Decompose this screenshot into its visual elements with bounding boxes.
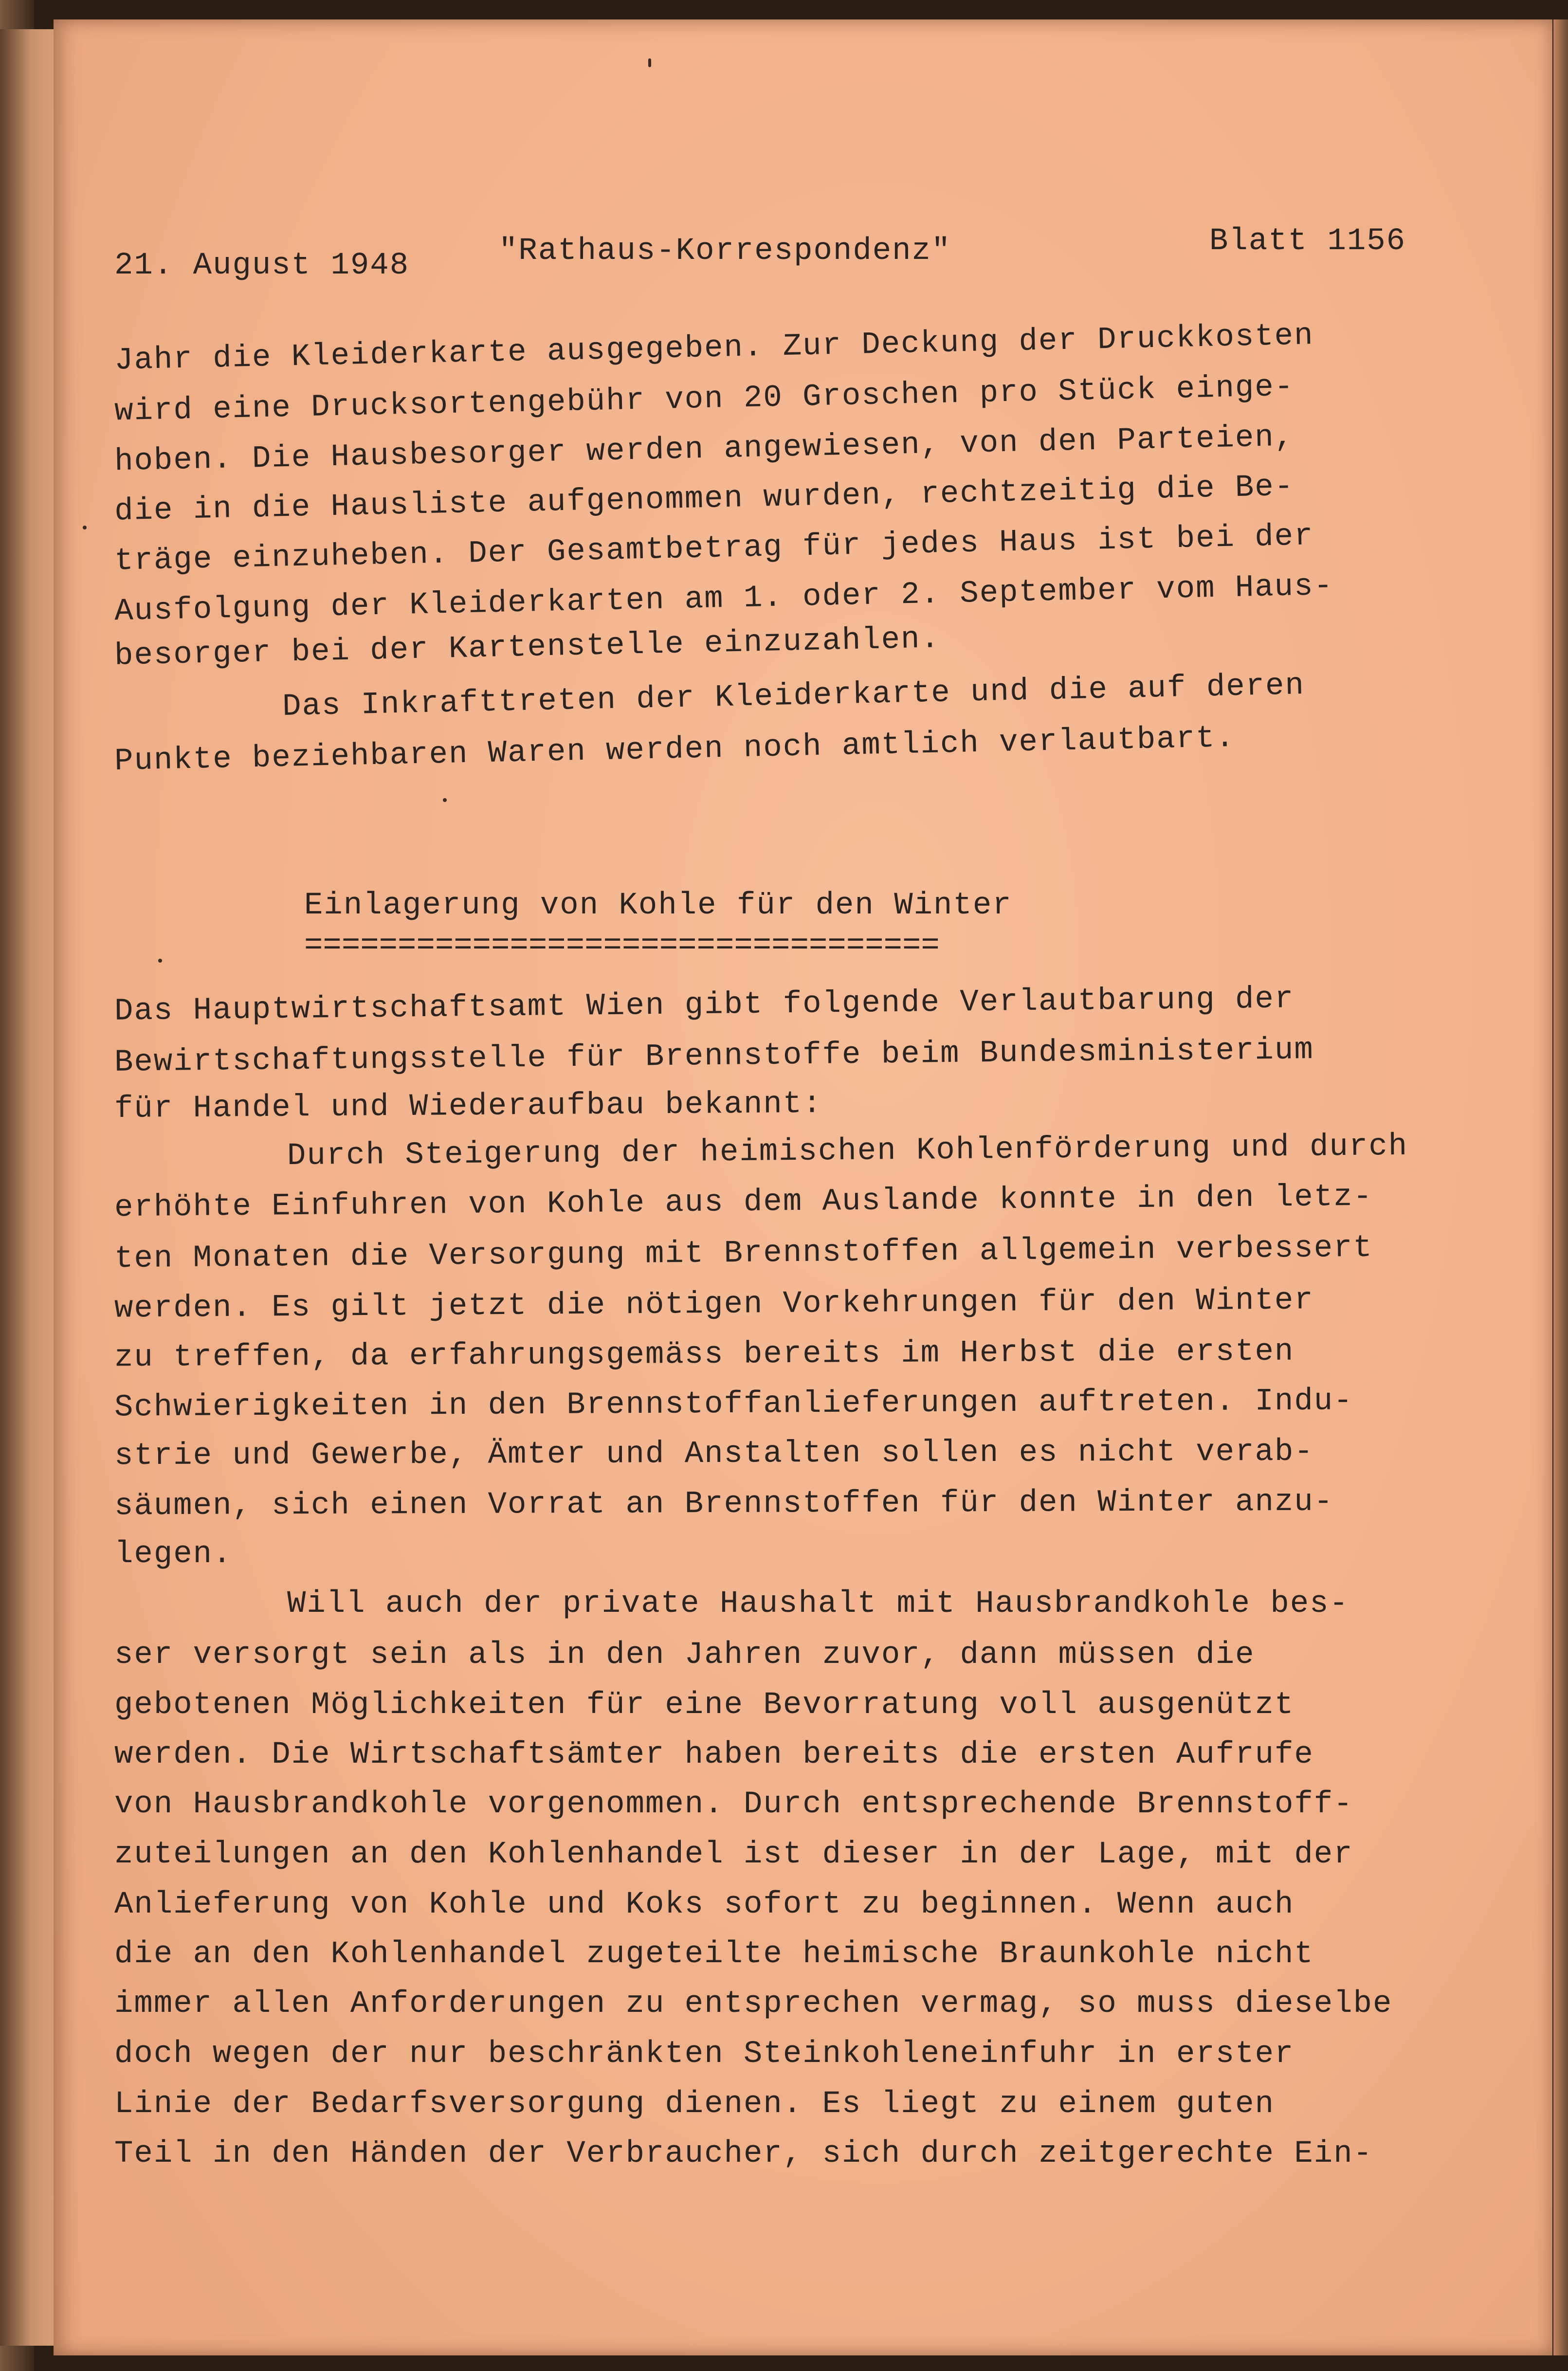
text-line: Schwierigkeiten in den Brennstoffanlieferungen auftreten. Indu-: [114, 1384, 1353, 1425]
text-line: Das Inkrafttreten der Kleiderkarte und die auf deren: [282, 668, 1305, 725]
text-line: besorger bei der Kartenstelle einzuzahlen.: [114, 621, 941, 674]
text-line: immer allen Anforderungen zu entsprechen vermag, so muss dieselbe: [114, 1987, 1393, 2022]
text-line: ser versorgt sein als in den Jahren zuvor, dann müssen die: [114, 1638, 1255, 1673]
text-line: legen.: [114, 1537, 233, 1572]
header-date: 21. August 1948: [114, 248, 410, 283]
ink-speck: [443, 798, 447, 802]
text-line: gebotenen Möglichkeiten für eine Bevorratung voll ausgenützt: [114, 1688, 1295, 1723]
text-line: Jahr die Kleiderkarte ausgegeben. Zur Deckung der Druckkosten: [114, 318, 1314, 379]
header-publication: "Rathaus-Korrespondenz": [499, 234, 951, 269]
text-line: werden. Es gilt jetzt die nötigen Vorkehrungen für den Winter: [114, 1283, 1314, 1327]
text-line: für Handel und Wiederaufbau bekannt:: [114, 1086, 822, 1127]
page-header: [114, 224, 1419, 283]
document-page: [54, 19, 1552, 2355]
text-line: Linie der Bedarfsversorgung dienen. Es liegt zu einem guten: [114, 2087, 1275, 2122]
text-line: strie und Gewerbe, Ämter und Anstalten sollen es nicht verab-: [114, 1434, 1314, 1474]
text-line: Das Hauptwirtschaftsamt Wien gibt folgende Verlautbarung der: [114, 982, 1295, 1029]
text-line: Durch Steigerung der heimischen Kohlenförderung und durch: [287, 1129, 1408, 1174]
text-line: säumen, sich einen Vorrat an Brennstoffen für den Winter anzu-: [114, 1484, 1334, 1524]
text-line: träge einzuheben. Der Gesamtbetrag für jedes Haus ist bei der: [114, 519, 1314, 579]
text-line: die in die Hausliste aufgenommen wurden, rechtzeitig die Be-: [114, 469, 1295, 529]
section-heading-underline: ==================================: [304, 929, 940, 964]
text-line: Ausfolgung der Kleiderkarten am 1. oder 2. September vom Haus-: [114, 568, 1334, 630]
text-line: Teil in den Händen der Verbraucher, sich durch zeitgerechte Ein-: [114, 2136, 1373, 2171]
text-line: werden. Die Wirtschaftsämter haben bereits die ersten Aufrufe: [114, 1737, 1314, 1772]
section-heading: Einlagerung von Kohle für den Winter: [304, 888, 1012, 923]
text-line: Anlieferung von Kohle und Koks sofort zu beginnen. Wenn auch: [114, 1887, 1295, 1922]
text-line: wird eine Drucksortengebühr von 20 Groschen pro Stück einge-: [114, 369, 1295, 430]
text-line: erhöhte Einfuhren von Kohle aus dem Auslande konnte in den letz-: [114, 1179, 1373, 1226]
text-line: zu treffen, da erfahrungsgemäss bereits im Herbst die ersten: [114, 1334, 1295, 1376]
text-line: Will auch der private Haushalt mit Hausbrandkohle bes-: [287, 1587, 1349, 1622]
ink-speck: [648, 58, 651, 67]
page-right-edge: [1553, 19, 1568, 2355]
text-line: zuteilungen an den Kohlenhandel ist dieser in der Lage, mit der: [114, 1837, 1353, 1872]
header-sheet-number: Blatt 1156: [1209, 224, 1406, 259]
text-line: ten Monaten die Versorgung mit Brennstoffen allgemein verbessert: [114, 1230, 1373, 1277]
text-line: Bewirtschaftungsstelle für Brennstoffe beim Bundesministerium: [114, 1033, 1314, 1080]
text-line: Punkte beziehbaren Waren werden noch amtlich verlautbart.: [114, 720, 1236, 780]
text-line: die an den Kohlenhandel zugeteilte heimische Braunkohle nicht: [114, 1937, 1314, 1972]
text-line: von Hausbrandkohle vorgenommen. Durch entsprechende Brennstoff-: [114, 1787, 1353, 1822]
ink-speck: [83, 526, 87, 529]
text-line: doch wegen der nur beschränkten Steinkohleneinfuhr in erster: [114, 2037, 1295, 2072]
ink-speck: [158, 959, 162, 963]
text-line: hoben. Die Hausbesorger werden angewiesen, von den Parteien,: [114, 419, 1295, 480]
